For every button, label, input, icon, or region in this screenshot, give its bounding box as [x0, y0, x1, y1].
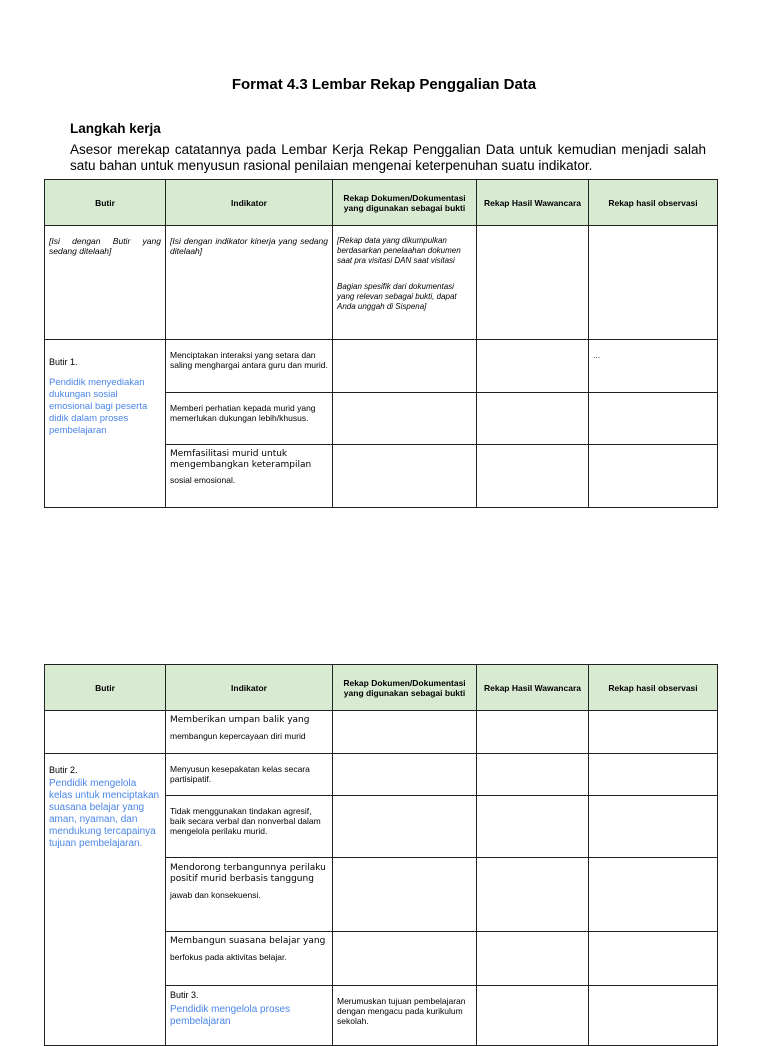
butir3-ind1-dokumen[interactable]: [477, 986, 589, 1046]
header-butir: Butir: [45, 665, 166, 711]
guide-indikator-text: [Isi dengan indikator kinerja yang sedang ditelaah]: [170, 236, 328, 256]
butir3-cell[interactable]: [166, 986, 333, 1046]
butir1-ind3-observasi[interactable]: [589, 445, 718, 508]
header-rekap-wawancara: Rekap Hasil Wawancara: [477, 665, 589, 711]
butir2-ind3-observasi[interactable]: [589, 858, 718, 932]
butir2-cell[interactable]: [45, 754, 166, 1046]
butir2-ind3-dokumen[interactable]: [333, 858, 477, 932]
butir1-ind1-observasi-text: ...: [593, 350, 601, 360]
header-indikator: Indikator: [166, 665, 333, 711]
header-rekap-dokumen: Rekap Dokumen/Dokumentasi yang digunakan sebagai bukti: [333, 665, 477, 711]
butir1-ind2-observasi[interactable]: [589, 393, 718, 445]
butir1-ind1-dokumen[interactable]: [333, 340, 477, 393]
continued-dokumen[interactable]: [333, 711, 477, 754]
header-rekap-wawancara: Rekap Hasil Wawancara: [477, 180, 589, 226]
header-rekap-observasi: Rekap hasil observasi: [589, 665, 718, 711]
butir2-indikator-4-text-a: Membangun suasana belajar yang: [170, 936, 326, 946]
butir1-ind1-observasi[interactable]: [589, 340, 718, 393]
guide-butir-cell[interactable]: [45, 226, 166, 340]
header-butir: Butir: [45, 180, 166, 226]
page-title: Format 4.3 Lembar Rekap Penggalian Data: [231, 76, 537, 93]
butir1-ind2-wawancara[interactable]: [477, 393, 589, 445]
butir1-indikator-2-text: Memberi perhatian kepada murid yang memerlukan dukungan lebih/khusus.: [170, 403, 316, 423]
butir3-ind1-wawancara[interactable]: [589, 986, 718, 1046]
butir2-description: Pendidik mengelola kelas untuk menciptakan suasana belajar yang aman, nyaman, dan mendukung tercapainya tujuan pembelajaran.: [49, 778, 160, 849]
butir1-label: Butir 1.: [49, 357, 78, 367]
butir2-indikator-2-text: Tidak menggunakan tindakan agresif, baik secara verbal dan nonverbal dalam mengelola perilaku murid.: [170, 806, 321, 836]
butir2-indikator-2[interactable]: [166, 796, 333, 858]
butir2-label: Butir 2.: [49, 765, 78, 775]
butir1-indikator-3[interactable]: [166, 445, 333, 508]
continued-wawancara[interactable]: [477, 711, 589, 754]
instruction-paragraph: Asesor merekap catatannya pada Lembar Kerja Rekap Penggalian Data untuk kemudian menjadi salah satu bahan untuk menyusun rasional penilaian mengenai keterpenuhan suatu indikator.: [70, 142, 706, 173]
guide-dokumen-text-2: Bagian spesifik dari dokumentasi yang relevan sebagai bukti, dapat Anda unggah di Sispena]: [337, 282, 457, 311]
recap-table-2: [44, 664, 718, 1046]
butir1-indikator-3-text-a: Memfasilitasi murid untuk mengembangkan keterampilan: [170, 449, 312, 470]
butir2-indikator-4[interactable]: [166, 932, 333, 986]
guide-dokumen-cell[interactable]: [333, 226, 477, 340]
butir2-ind1-wawancara[interactable]: [477, 754, 589, 796]
continued-indikator-text-b: membangun kepercayaan diri murid: [170, 730, 306, 741]
butir3-description: Pendidik mengelola proses pembelajaran: [170, 1004, 291, 1027]
butir1-ind3-wawancara[interactable]: [477, 445, 589, 508]
butir1-ind2-dokumen[interactable]: [333, 393, 477, 445]
guide-dokumen-text-1: [Rekap data yang dikumpulkan berdasarkan penelaahan dokumen saat pra visitasi DAN saat visitasi: [337, 236, 461, 265]
butir2-indikator-3[interactable]: [166, 858, 333, 932]
butir2-ind2-observasi[interactable]: [589, 796, 718, 858]
butir2-ind4-dokumen[interactable]: [333, 932, 477, 986]
butir2-indikator-1-text: Menyusun kesepakatan kelas secara partisipatif.: [170, 764, 310, 784]
continued-observasi[interactable]: [589, 711, 718, 754]
continued-indikator[interactable]: [166, 711, 333, 754]
butir2-ind1-dokumen[interactable]: [333, 754, 477, 796]
butir2-ind4-wawancara[interactable]: [477, 932, 589, 986]
butir1-description: Pendidik menyediakan dukungan sosial emosional bagi peserta didik dalam proses pembelajaran: [49, 377, 148, 436]
butir3-indikator-1-text: Merumuskan tujuan pembelajaran dengan mengacu pada kurikulum sekolah.: [337, 996, 466, 1026]
butir2-indikator-3-text-b: jawab dan konsekuensi.: [170, 890, 261, 900]
header-indikator: Indikator: [166, 180, 333, 226]
guide-indikator-cell[interactable]: [166, 226, 333, 340]
butir3-indikator-1[interactable]: [333, 986, 477, 1046]
butir2-ind2-wawancara[interactable]: [477, 796, 589, 858]
butir1-indikator-1-text: Menciptakan interaksi yang setara dan saling menghargai antara guru dan murid.: [170, 350, 328, 370]
butir1-ind1-wawancara[interactable]: [477, 340, 589, 393]
guide-wawancara-cell[interactable]: [477, 226, 589, 340]
butir1-ind3-dokumen[interactable]: [333, 445, 477, 508]
butir2-indikator-1[interactable]: [166, 754, 333, 796]
butir1-cell[interactable]: [45, 340, 166, 508]
butir1-indikator-3-text-b: sosial emosional.: [170, 475, 236, 485]
butir2-ind2-dokumen[interactable]: [333, 796, 477, 858]
guide-butir-text: [Isi dengan Butir yang sedang ditelaah]: [49, 236, 161, 256]
butir2-indikator-3-text-a: Mendorong terbangunnya perilaku positif murid berbasis tanggung: [170, 863, 326, 884]
section-heading: Langkah kerja: [70, 121, 161, 136]
butir1-indikator-2[interactable]: [166, 393, 333, 445]
butir2-ind4-observasi[interactable]: [589, 932, 718, 986]
continued-indikator-text-a: Memberikan umpan balik yang: [170, 715, 310, 725]
recap-table-1: [44, 179, 718, 508]
butir1-indikator-1[interactable]: [166, 340, 333, 393]
header-rekap-dokumen: Rekap Dokumen/Dokumentasi yang digunakan sebagai bukti: [333, 180, 477, 226]
butir2-indikator-4-text-b: berfokus pada aktivitas belajar.: [170, 951, 287, 962]
header-rekap-observasi: Rekap hasil observasi: [589, 180, 718, 226]
butir2-ind3-wawancara[interactable]: [477, 858, 589, 932]
guide-observasi-cell[interactable]: [589, 226, 718, 340]
butir3-label: Butir 3.: [170, 990, 199, 1000]
continued-butir-cell[interactable]: [45, 711, 166, 754]
butir2-ind1-observasi[interactable]: [589, 754, 718, 796]
